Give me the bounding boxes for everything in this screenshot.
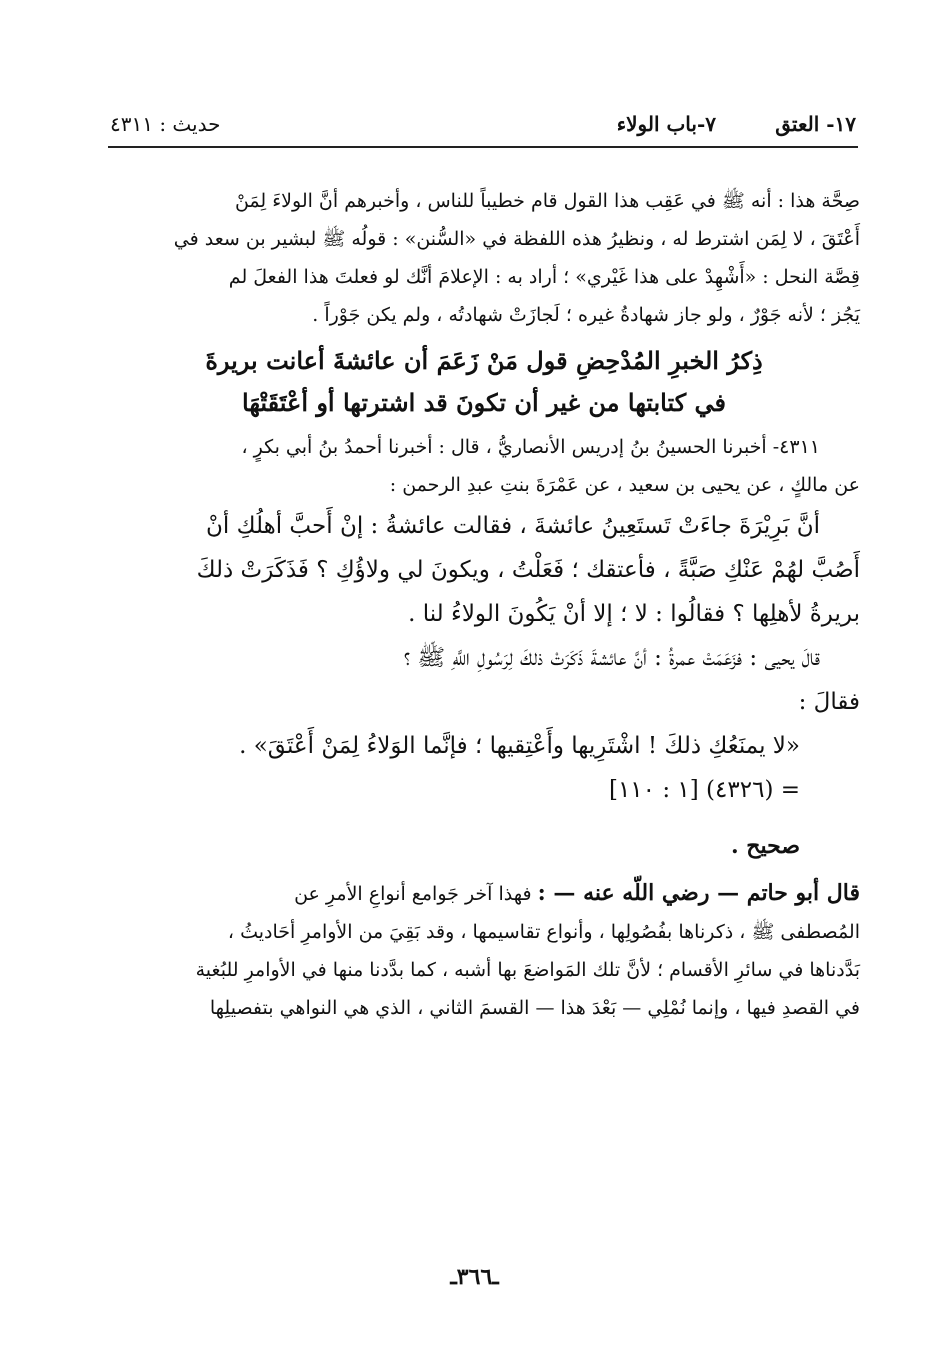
- intro-paragraph: [108, 182, 860, 334]
- text-line: صِحَّة هذا : أنه ﷺ في عَقِب هذا القول قام خطيباً للناس ، وأخبرهم أنَّ الولاءَ لِمَنْ: [234, 190, 860, 212]
- text-line: أَعْتَقَ ، لا لِمَن اشترط له ، ونظيرُ هذه اللفظة في «السُّنن» : قولُه ﷺ لبشير بن سعد في: [173, 228, 860, 250]
- page-number: ـ٣٦٦ـ: [450, 1264, 499, 1290]
- text-line: قالَ يحيى : فزَعَمَتْ عمرةُ : أنَّ عائشةَ ذَكَرَتْ ذلكَ لِرَسُولِ اللَّهِ ﷺ ؟: [403, 645, 820, 671]
- text-line: عن مالكٍ ، عن يحيى بن سعيد ، عن عَمْرَةَ بنتِ عبدِ الرحمن :: [389, 474, 860, 496]
- commentary-text: فهذا آخر جَوامع أنواعِ الأمرِ عن: [294, 883, 532, 905]
- text-line: المُصطفى ﷺ ، ذكرناها بفُصُولِها ، وأنواع تقاسيمها ، وقد بَقِيَ من الأوامرِ أحَاديثُ ،: [227, 921, 860, 943]
- isnad-block: [108, 428, 860, 504]
- prophet-quote: «لا يمنَعُكِ ذلكَ ! اشْتَرِيها وأَعْتِقيها ؛ فإنَّما الوَلاءُ لِمَنْ أَعْتَقَ» .: [239, 733, 800, 759]
- hadith-reference: حديث : ٤٣١١: [110, 112, 221, 136]
- heading-line: في كتابتها من غير أن تكونَ قد اشترتها أو أعْتَقَتْهَا: [242, 388, 726, 417]
- running-header: [110, 112, 856, 142]
- text-line: [108, 874, 860, 913]
- text-line: في القصدِ فيها ، وإنما نُمْلِي — بَعْدَ هذا — القسمَ الثاني ، الذي هي النواهي بتفصيلِها: [209, 997, 860, 1019]
- cross-reference: = (٤٣٢٦) [١ : ١١٠]: [608, 777, 800, 803]
- commentary-opening: قال أبو حاتم — رضي اللّه عنه — :: [537, 880, 860, 906]
- text-line: أَصُبَّ لهُمْ عَنْكِ صَبَّةً ، فأعتقك ؛ فَعَلْتُ ، ويكونَ لي ولاؤُكِ ؟ فَذَكَرَتْ ذلكَ: [196, 557, 860, 583]
- text-line: ٤٣١١- أخبرنا الحسينُ بنُ إدريس الأنصاريُّ ، قال : أخبرنا أحمدُ بنُ أبي بكرٍ ،: [241, 436, 820, 458]
- chapter-title: ١٧- العتق: [775, 112, 856, 136]
- heading-line: ذِكرُ الخبرِ المُدْحِضِ قول مَنْ زَعَمَ أن عائشةَ أعانت بريرةَ: [205, 346, 763, 375]
- section-title: ٧-باب الولاء: [616, 112, 716, 136]
- chapter-heading: [108, 340, 860, 424]
- text-line: يَجُز ؛ لأنه جَوْرٌ ، ولو جاز شهادةُ غيره ؛ لَجازَتْ شهادتُه ، ولم يكن جَوْراً .: [312, 304, 860, 326]
- matn-block: [108, 504, 860, 812]
- page-body: [108, 182, 860, 1027]
- text-line: فقالَ :: [798, 689, 860, 715]
- text-line: بَدَّدناها في سائرِ الأقسام ؛ لأنَّ تلك المَواضعَ بها أشبه ، كما بدَّدنا منها في الأوامرِ للبُغية: [195, 959, 860, 981]
- text-line: أنَّ بَرِيْرَةَ جاءَتْ تَستَعِينُ عائشةَ ، فقالت عائشةُ : إنْ أَحبَّ أهلُكِ أنْ: [206, 513, 820, 539]
- commentary-paragraph: [108, 874, 860, 1027]
- text-line: بريرةُ لأهلِها ؟ فقالُوا : لا ؛ إلا أنْ يَكُونَ الولاءُ لنا .: [408, 601, 860, 627]
- hadith-verdict: صحيح .: [730, 833, 800, 859]
- header-rule: [108, 146, 858, 148]
- text-line: قِصَّة النحل : «أَشْهِدْ على هذا غَيْري» ؛ أراد به : الإعلامَ أنَّك لو فعلتَ هذا الفعلَ لم: [228, 266, 860, 288]
